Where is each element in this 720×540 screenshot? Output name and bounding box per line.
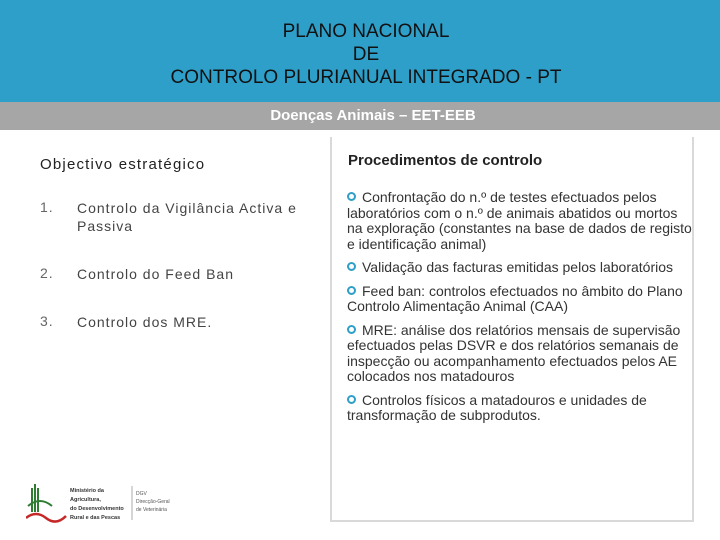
procedure-text: Confrontação do n.º de testes efectuados pelos laboratórios com o n.º de animais abatidos ou mortos na exploração (constantes na base de dados de registo e identificação animal) xyxy=(347,189,692,252)
ministry-name-line: Rural e das Pescas xyxy=(70,515,121,521)
circle-bullet-icon xyxy=(347,262,356,271)
objective-number: 3. xyxy=(40,313,54,329)
objective-text: Controlo dos MRE. xyxy=(77,314,213,330)
objective-number: 2. xyxy=(40,265,54,281)
ministry-logo xyxy=(26,482,186,527)
procedure-item xyxy=(347,284,692,315)
procedure-text: Controlos físicos a matadouros e unidades de transformação de subprodutos. xyxy=(347,391,647,423)
title-line: DE xyxy=(352,44,380,65)
title-line: PLANO NACIONAL xyxy=(282,21,450,42)
procedure-item xyxy=(347,393,692,424)
circle-bullet-icon xyxy=(347,325,356,334)
ministry-emblem-icon xyxy=(26,484,66,522)
objectives-column xyxy=(40,156,305,331)
procedures-list xyxy=(347,190,692,432)
ministry-name-line: Agricultura, xyxy=(70,497,101,503)
procedures-heading: Procedimentos de controlo xyxy=(348,152,543,169)
procedure-item xyxy=(347,260,692,276)
objectives-heading: Objectivo estratégico xyxy=(40,156,206,173)
procedure-item xyxy=(347,190,692,252)
subtitle: Doenças Animais – EET-EEB xyxy=(270,107,476,124)
dgv-name-line: DGV xyxy=(136,491,147,497)
title-line: CONTROLO PLURIANUAL INTEGRADO - PT xyxy=(170,67,562,88)
objective-item xyxy=(40,265,305,283)
dgv-name-line: Direcção-Geral xyxy=(136,499,170,505)
objective-item xyxy=(40,313,305,331)
procedure-text: MRE: análise dos relatórios mensais de supervisão efectuados pelas DSVR e dos relatórios semanais de inspecção ou acompanhamento efectuados pelos AE colocados nos matadouros xyxy=(347,321,681,384)
ministry-name-line: do Desenvolvimento xyxy=(70,506,124,512)
objective-number: 1. xyxy=(40,199,54,215)
circle-bullet-icon xyxy=(347,192,356,201)
dgv-name-line: de Veterinária xyxy=(136,507,167,513)
procedure-text: Validação das facturas emitidas pelos laboratórios xyxy=(362,259,674,275)
circle-bullet-icon xyxy=(347,286,356,295)
objective-text: Controlo da Vigilância Activa e Passiva xyxy=(77,200,297,234)
objective-text: Controlo do Feed Ban xyxy=(77,266,234,282)
objective-item xyxy=(40,199,305,235)
ministry-name-line: Ministério da xyxy=(70,488,104,494)
procedure-text: Feed ban: controlos efectuados no âmbito do Plano Controlo Alimentação Animal (CAA) xyxy=(347,282,683,314)
circle-bullet-icon xyxy=(347,395,356,404)
procedure-item xyxy=(347,323,692,385)
page-title xyxy=(0,20,720,89)
